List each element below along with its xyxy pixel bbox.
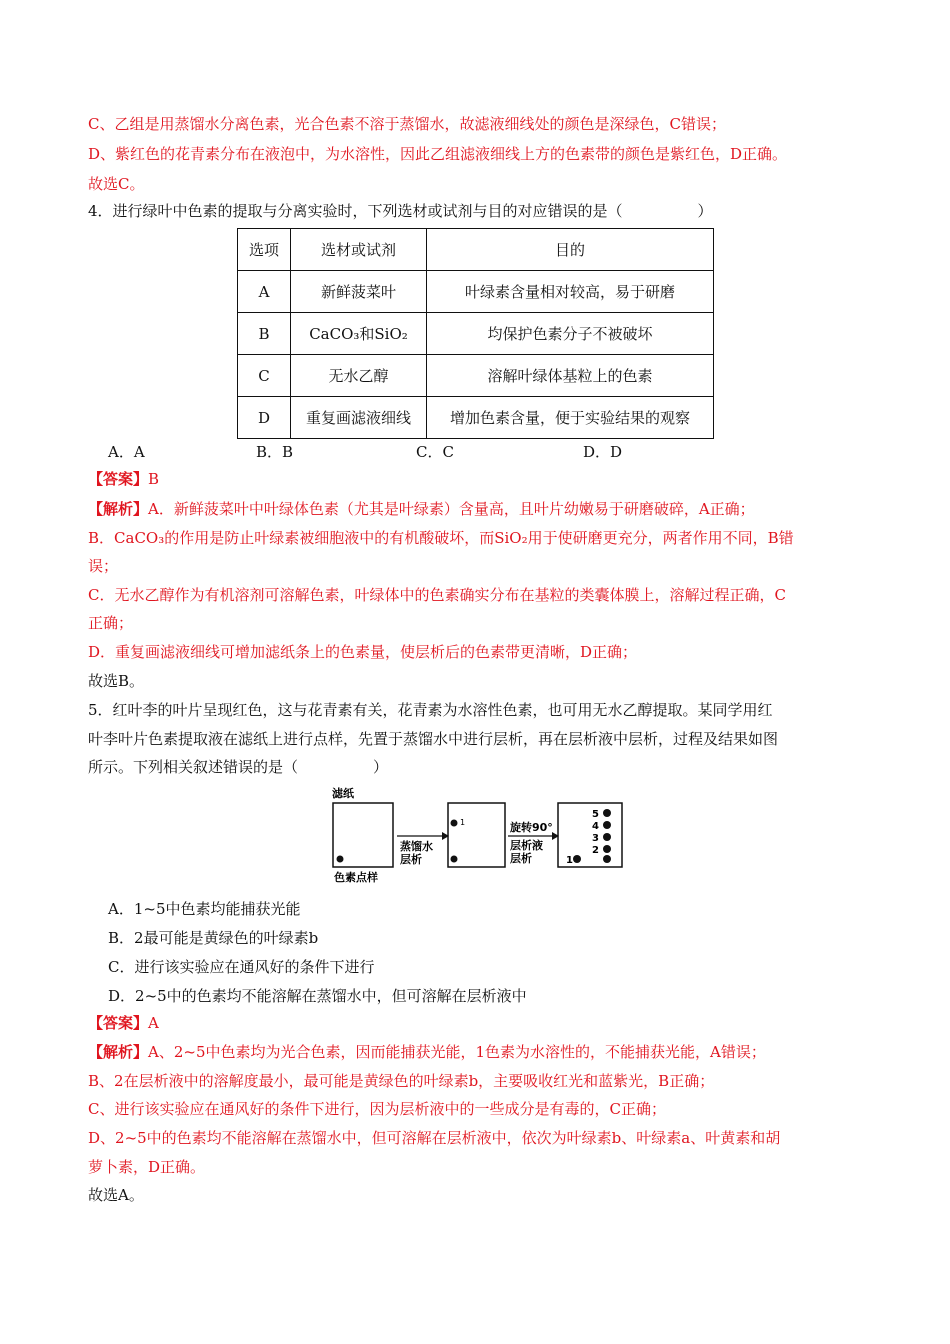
table-header: 选项 — [238, 229, 291, 271]
q5-analysis-line: C、进行该实验应在通风好的条件下进行，因为层析液中的一些成分是有毒的，C正确； — [88, 1100, 666, 1118]
step2-label: 层析液 — [510, 839, 543, 852]
q4-choice-a[interactable]: A．A — [108, 443, 145, 461]
band-number: 5 — [592, 809, 599, 820]
band-dot — [603, 855, 611, 863]
table-cell: 均保护色素分子不被破坏 — [427, 313, 714, 355]
q4-choice-c[interactable]: C．C — [416, 443, 454, 461]
answer-label: 【答案】 — [88, 470, 149, 488]
q5-analysis-line: 萝卜素，D正确。 — [88, 1158, 206, 1176]
q4-options-table — [237, 228, 714, 439]
q5-analysis-line — [88, 1042, 766, 1062]
table-cell: 叶绿素含量相对较高，易于研磨 — [427, 271, 714, 313]
band-dot — [573, 855, 581, 863]
q4-answer — [88, 469, 159, 489]
analysis-label: 【解析】 — [88, 1043, 149, 1061]
prev-analysis-c: C、乙组是用蒸馏水分离色素，光合色素不溶于蒸馏水，故滤液细线处的颜色是深绿色，C错误； — [88, 115, 726, 133]
q4-analysis-line — [88, 499, 755, 519]
q4-analysis-line: 正确； — [88, 614, 134, 632]
table-cell: D — [238, 397, 291, 439]
table-row — [238, 355, 714, 397]
sample-dot — [451, 856, 458, 863]
band-dot — [603, 809, 611, 817]
q5-stem-line: 5．红叶李的叶片呈现红色，这与花青素有关，花青素为水溶性色素，也可用无水乙醇提取。某同学用红 — [88, 701, 773, 719]
step2-label: 旋转90° — [510, 821, 553, 834]
table-cell: B — [238, 313, 291, 355]
answer-label: 【答案】 — [88, 1014, 149, 1032]
table-row — [238, 397, 714, 439]
band-1-label: 1 — [460, 818, 466, 827]
prev-analysis-d: D、紫红色的花青素分布在液泡中，为水溶性，因此乙组滤液细线上方的色素带的颜色是紫红色，D正确。 — [88, 145, 788, 163]
answer-value: A — [148, 1014, 159, 1032]
table-cell: A — [238, 271, 291, 313]
q4-choice-b[interactable]: B．B — [256, 443, 294, 461]
q4-analysis-line: D．重复画滤液细线可增加滤纸条上的色素量，使层析后的色素带更清晰，D正确； — [88, 643, 638, 661]
analysis-text: A、2~5中色素均为光合色素，因而能捕获光能，1色素为水溶性的，不能捕获光能，A错误； — [148, 1043, 766, 1061]
band-number: 2 — [592, 845, 599, 856]
step1-label: 蒸馏水 — [400, 840, 433, 853]
band-dot — [603, 845, 611, 853]
table-row — [238, 271, 714, 313]
sample-label: 色素点样 — [334, 871, 378, 884]
q4-analysis-line: B．CaCO₃的作用是防止叶绿素被细胞液中的有机酸破坏，而SiO₂用于使研磨更充分，两者作用不同，B错 — [88, 529, 794, 547]
chromatography-figure — [330, 785, 630, 885]
q4-analysis-line: C．无水乙醇作为有机溶剂可溶解色素，叶绿体中的色素确实分布在基粒的类囊体膜上，溶解过程正确，C — [88, 586, 786, 604]
q5-stem-line: 所示。下列相关叙述错误的是（ ） — [88, 758, 389, 776]
band-number: 4 — [592, 821, 599, 832]
table-cell: 增加色素含量，便于实验结果的观察 — [427, 397, 714, 439]
table-row — [238, 313, 714, 355]
band-dot — [603, 833, 611, 841]
q5-analysis-line: D、2~5中的色素均不能溶解在蒸馏水中，但可溶解在层析液中，依次为叶绿素b、叶绿素a、叶黄素和胡 — [88, 1129, 781, 1147]
table-cell: 重复画滤液细线 — [291, 397, 427, 439]
band-number: 1 — [566, 855, 573, 866]
answer-value: B — [148, 470, 160, 488]
step1-label: 层析 — [400, 853, 422, 866]
q5-choice-a[interactable]: A．1~5中色素均能捕获光能 — [108, 900, 301, 918]
q5-choice-c[interactable]: C．进行该实验应在通风好的条件下进行 — [108, 958, 375, 976]
q4-conclusion: 故选B。 — [88, 672, 145, 690]
q4-analysis-line: 误； — [88, 557, 119, 575]
q5-stem-line: 叶李叶片色素提取液在滤纸上进行点样，先置于蒸馏水中进行层析，再在层析液中层析，过程及结果如图 — [88, 730, 779, 748]
filter-paper-label: 滤纸 — [332, 787, 354, 800]
table-header: 目的 — [427, 229, 714, 271]
table-header: 选材或试剂 — [291, 229, 427, 271]
q4-choice-d[interactable]: D．D — [583, 443, 623, 461]
band-number: 3 — [592, 833, 599, 844]
table-cell: C — [238, 355, 291, 397]
q5-choice-d[interactable]: D．2~5中的色素均不能溶解在蒸馏水中，但可溶解在层析液中 — [108, 987, 527, 1005]
q5-conclusion: 故选A。 — [88, 1186, 144, 1204]
prev-conclusion: 故选C。 — [88, 175, 145, 193]
q5-answer — [88, 1013, 159, 1033]
table-cell: 溶解叶绿体基粒上的色素 — [427, 355, 714, 397]
band-dot — [603, 821, 611, 829]
sample-dot — [337, 856, 344, 863]
table-cell: 无水乙醇 — [291, 355, 427, 397]
q5-analysis-line: B、2在层析液中的溶解度最小，最可能是黄绿色的叶绿素b，主要吸收红光和蓝紫光，B正确； — [88, 1072, 715, 1090]
step2-label: 层析 — [510, 852, 532, 865]
q4-stem: 4．进行绿叶中色素的提取与分离实验时，下列选材或试剂与目的对应错误的是（ ） — [88, 202, 713, 220]
band-dot — [451, 820, 458, 827]
table-cell: CaCO₃和SiO₂ — [291, 313, 427, 355]
analysis-label: 【解析】 — [88, 500, 149, 518]
table-header-row — [238, 229, 714, 271]
analysis-text: A．新鲜菠菜叶中叶绿体色素（尤其是叶绿素）含量高，且叶片幼嫩易于研磨破碎，A正确； — [148, 500, 755, 518]
table-cell: 新鲜菠菜叶 — [291, 271, 427, 313]
q5-choice-b[interactable]: B．2最可能是黄绿色的叶绿素b — [108, 929, 319, 947]
